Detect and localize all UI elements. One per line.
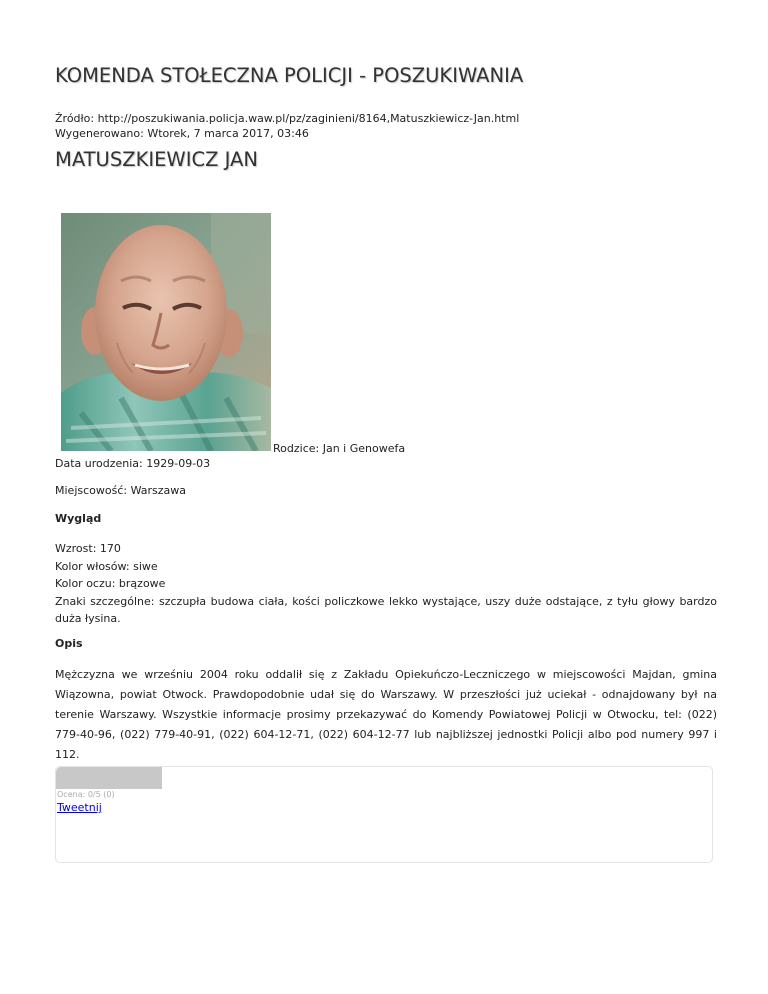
rating-box [55, 766, 713, 863]
rating-label: Ocena: 0/5 (0) [57, 790, 115, 799]
generated-line: Wygenerowano: Wtorek, 7 marca 2017, 03:46 [55, 127, 309, 140]
person-photo [61, 213, 271, 451]
portrait-illustration [61, 213, 271, 451]
document-meta [55, 111, 519, 141]
description-text: Mężczyzna we wrześniu 2004 roku oddalił się z Zakładu Opiekuńczo-Leczniczego w miejscowości Majdan, gmina Wiązowna, powiat Otwock. Prawdopodobnie udał się do Warszawy. W przeszłości już uciekał - odnajdowany był na terenie Warszawy. Wszystkie informacje prosimy przekazywać do Komendy Powiatowej Policji w Otwocku, tel: (022) 779-40-96, (022) 779-40-91, (022) 604-12-71, (022) 604-12-77 lub najbliższej jednostki Policji albo pod numery 997 i 112. [55, 668, 717, 761]
birth-date: Data urodzenia: 1929-09-03 [55, 457, 211, 470]
description-heading: Opis [55, 637, 83, 650]
height: Wzrost: 170 [55, 542, 121, 555]
eye-color: Kolor oczu: brązowe [55, 577, 166, 590]
tweet-link[interactable]: Tweetnij [57, 801, 102, 814]
city: Miejscowość: Warszawa [55, 484, 187, 497]
hair-color: Kolor włosów: siwe [55, 559, 158, 573]
appearance-heading: Wygląd [55, 512, 102, 525]
source-line: Źródło: http://poszukiwania.policja.waw.pl/pz/zaginieni/8164,Matuszkiewicz-Jan.html [55, 112, 520, 125]
special-marks: Znaki szczególne: szczupła budowa ciała, kości policzkowe lekko wystające, uszy duże odstające, z tyłu głowy bardzo duża łysina. [55, 594, 717, 625]
person-name: MATUSZKIEWICZ JAN [55, 148, 258, 171]
rating-stars[interactable] [56, 767, 162, 789]
appearance-details [55, 540, 717, 628]
parents: Rodzice: Jan i Genowefa [273, 442, 406, 455]
site-title: KOMENDA STOŁECZNA POLICJI - POSZUKIWANIA [55, 64, 524, 87]
